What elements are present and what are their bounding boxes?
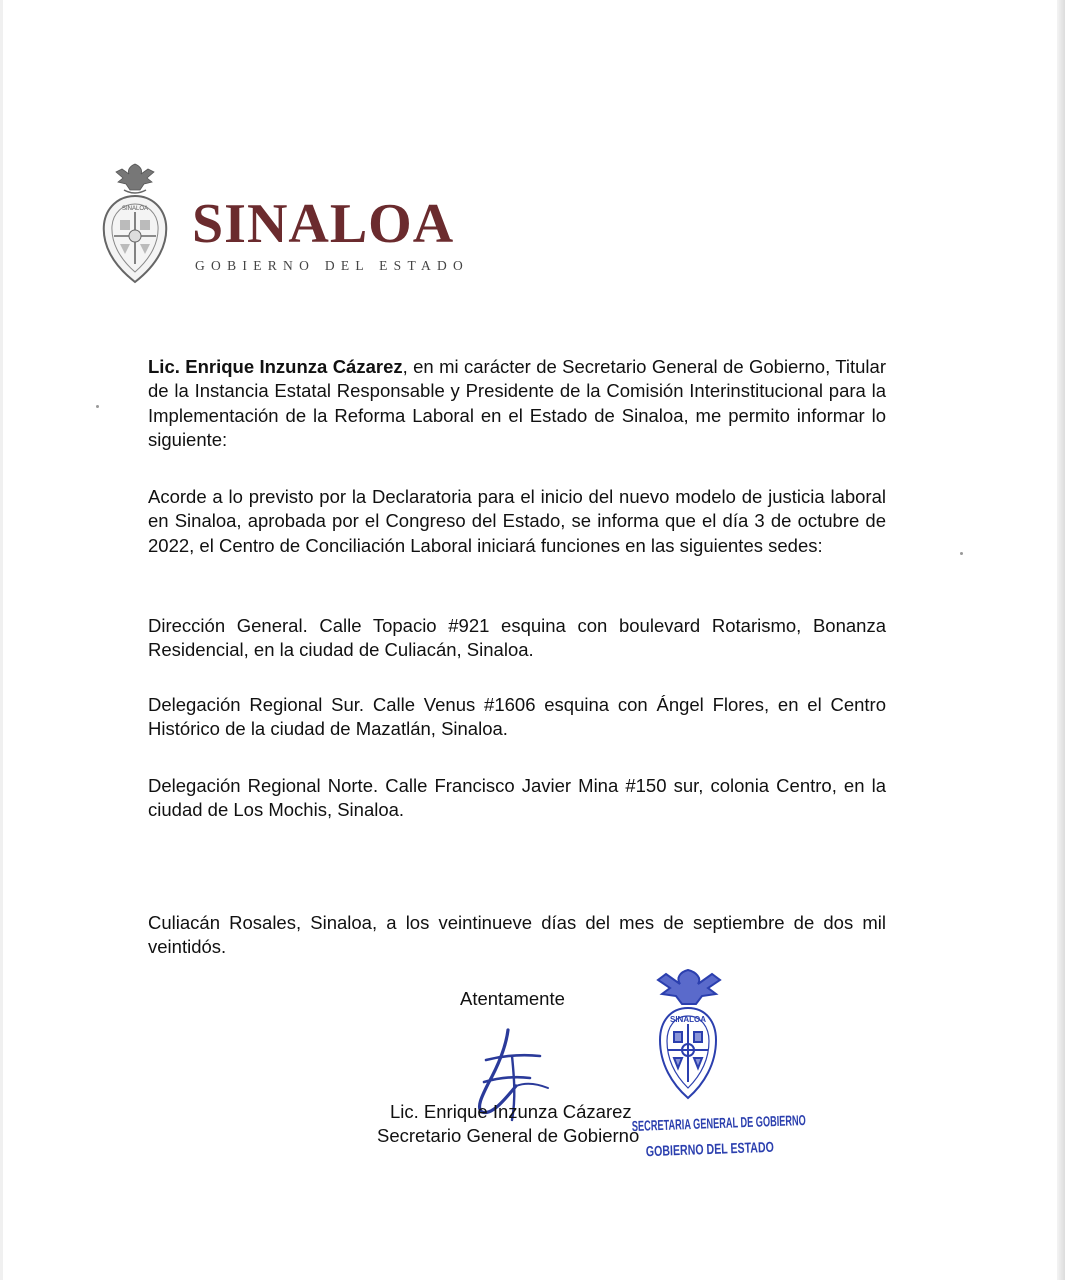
scan-speck — [960, 552, 963, 555]
state-crest-icon — [96, 160, 174, 288]
svg-text:SINALOA: SINALOA — [121, 206, 149, 212]
paragraph-delegacion-norte-text: Delegación Regional Norte. Calle Francisco Javier Mina #150 sur, colonia Centro, en la ciudad de Los Mochis, Sinaloa. — [148, 775, 886, 821]
page-left-edge — [0, 0, 3, 1280]
signer-name: Lic. Enrique Inzunza Cázarez — [390, 1101, 632, 1122]
intro-name: Lic. Enrique Inzunza Cázarez — [148, 356, 403, 377]
closing-salutation: Atentamente — [460, 988, 565, 1009]
paragraph-announcement-text: Acorde a lo previsto por la Declaratoria para el inicio del nuevo modelo de justicia laboral en Sinaloa, aprobada por el Congreso del Estado, se informa que el día 3 de octubre de 2022, el Centro de Conciliación Laboral iniciará funciones en las siguientes sedes: — [148, 486, 886, 556]
intro-paragraph — [148, 355, 886, 453]
signer-title: Secretario General de Gobierno — [377, 1125, 640, 1146]
official-seal-icon — [630, 960, 907, 1170]
paragraph-date — [148, 911, 886, 960]
intro-text: , en mi carácter de Secretario General de Gobierno, Titular de la Instancia Estatal Responsable y Presidente de la Comisión Interinstitucional para la Implementación de la Reforma Laboral en el Estado de Sinaloa, me permito informar lo siguiente: — [148, 356, 886, 451]
letterhead — [96, 160, 496, 290]
svg-text:GOBIERNO DEL ESTADO: GOBIERNO DEL ESTADO — [645, 1138, 822, 1161]
letterhead-title: SINALOA — [192, 193, 455, 255]
svg-text:SINALOA: SINALOA — [670, 1015, 706, 1024]
paragraph-delegacion-norte — [148, 774, 886, 823]
paragraph-date-text: Culiacán Rosales, Sinaloa, a los veintinueve días del mes de septiembre de dos mil veintidós. — [148, 912, 886, 958]
paragraph-direccion-general-text: Dirección General. Calle Topacio #921 esquina con boulevard Rotarismo, Bonanza Residencial, en la ciudad de Culiacán, Sinaloa. — [148, 615, 886, 661]
letterhead-subtitle: GOBIERNO DEL ESTADO — [195, 258, 470, 273]
scan-speck — [96, 405, 99, 408]
paragraph-delegacion-sur — [148, 693, 886, 742]
paragraph-direccion-general — [148, 614, 886, 663]
page-right-edge — [1057, 0, 1065, 1280]
paragraph-announcement — [148, 485, 886, 558]
svg-text:SECRETARIA GENERAL DE GOBIERNO: SECRETARIA GENERAL DE GOBIERNO — [631, 1109, 907, 1136]
paragraph-delegacion-sur-text: Delegación Regional Sur. Calle Venus #1606 esquina con Ángel Flores, en el Centro Histórico de la ciudad de Mazatlán, Sinaloa. — [148, 694, 886, 740]
